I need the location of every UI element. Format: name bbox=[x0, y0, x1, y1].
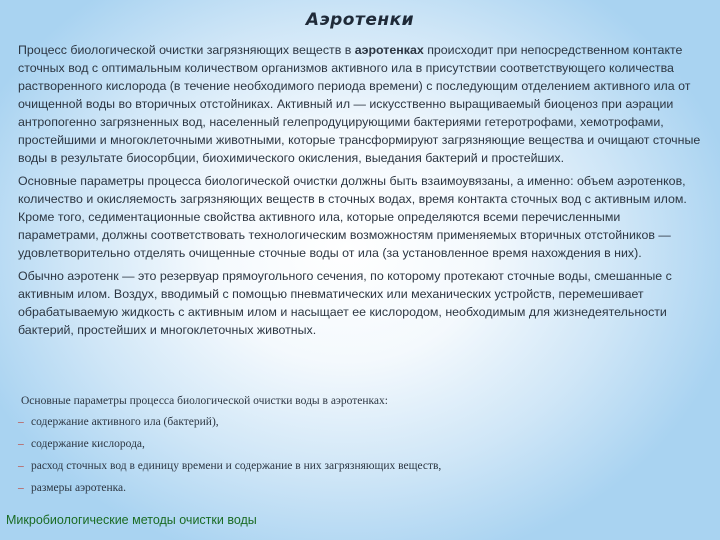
term-aerotanks: аэротенках bbox=[354, 43, 424, 57]
slide-footer: Микробиологические методы очистки воды bbox=[6, 513, 257, 527]
bullet-dash-icon: – bbox=[18, 460, 24, 472]
paragraph-main-parameters: Основные параметры процесса биологической очистки должны быть взаимоувязаны, а именно: объем аэротенков, количество и окисляемость загрязняющих веществ в сточных водах, время контакта сточных вод с активным илом. Кроме того, седиментационные свойства активного ила, которые определяются всеми перечисленными параметрами, должны соответствовать технологическим возможностям применяемых вторичных отстойников — удовлетворительно отделять очищенные сточные воды от ила (за установленное время нахождения в них). bbox=[18, 174, 687, 260]
list-item bbox=[18, 414, 678, 430]
paragraph-1-end: происходит при непосредственном контакте сточных вод с оптимальным количеством организмов активного ила в присутствии соответствующего количества растворенного кислорода (в течение необходимого периода времени) с последующим отделением активного ила от очищенной воды во вторичных отстойниках. Активный ил — искусственно выращиваемый биоценоз при аэрации антропогенно загрязненных вод, населенный гелепродуцирующими бактериями гетеротрофами, хемотрофами, простейшими и многоклеточными животными, которые трансформируют загрязняющие вещества и очищают сточные воды в результате биосорбции, биохимического окисления, выедания бактерий и простейших. bbox=[18, 43, 701, 165]
list-item bbox=[18, 436, 678, 452]
parameters-list-block bbox=[18, 393, 678, 502]
list-item-text: содержание активного ила (бактерий), bbox=[31, 416, 219, 428]
list-item-text: размеры аэротенка. bbox=[31, 482, 127, 494]
body-text bbox=[18, 41, 704, 344]
list-item-text: расход сточных вод в единицу времени и содержание в них загрязняющих веществ, bbox=[31, 460, 442, 472]
parameters-intro: Основные параметры процесса биологической очистки воды в аэротенках: bbox=[21, 395, 388, 407]
list-item bbox=[18, 458, 678, 474]
slide-title: Аэротенки bbox=[305, 10, 415, 30]
paragraph-1-start: Процесс биологической очистки загрязняющих веществ в bbox=[18, 43, 355, 57]
bullet-dash-icon: – bbox=[18, 416, 24, 428]
list-item-text: содержание кислорода, bbox=[31, 438, 145, 450]
bullet-dash-icon: – bbox=[18, 482, 24, 494]
list-item bbox=[18, 480, 678, 496]
parameters-list bbox=[18, 414, 678, 496]
paragraph-aerotank-process bbox=[18, 41, 704, 167]
bullet-dash-icon: – bbox=[18, 438, 24, 450]
paragraph-aerotank-description: Обычно аэротенк — это резервуар прямоугольного сечения, по которому протекают сточные воды, смешанные с активным илом. Воздух, вводимый с помощью пневматических или механических устройств, перемешивает обрабатываемую жидкость с активным илом и насыщает ее кислородом, необходимым для жизнедеятельности бактерий, простейших и многоклеточных животных. bbox=[18, 269, 672, 337]
